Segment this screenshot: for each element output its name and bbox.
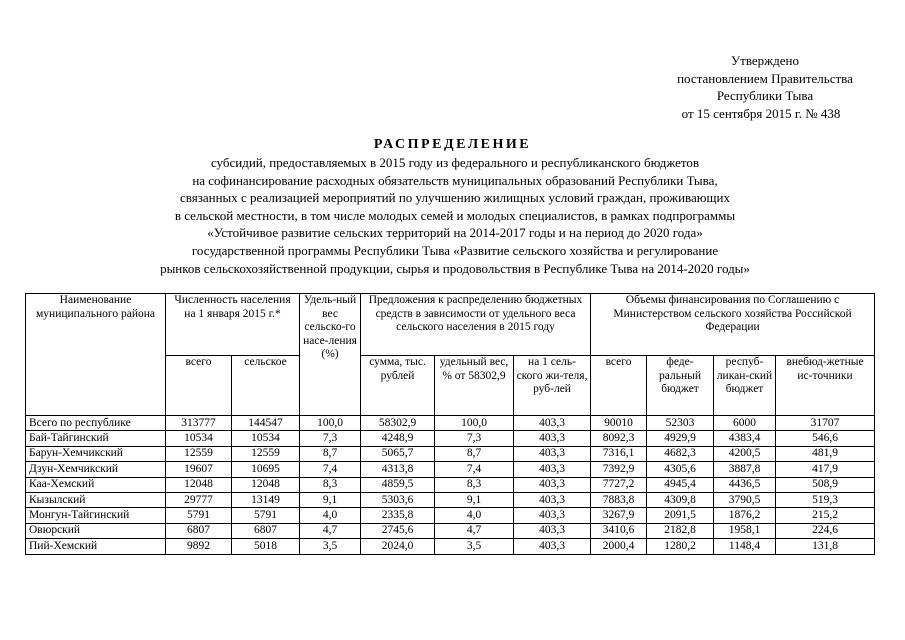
fund-federal-cell: 4929,9 <box>647 431 714 446</box>
prop-share-cell: 100,0 <box>435 416 514 431</box>
fund-republic-cell: 4200,5 <box>714 446 776 461</box>
pop-total-cell: 6807 <box>166 523 232 538</box>
approval-line: постановлением Правительства <box>677 70 853 86</box>
fund-extra-cell: 215,2 <box>776 508 875 523</box>
header-fund-republic: респуб-ликан-ский бюджет <box>714 356 776 416</box>
table-row <box>26 492 875 507</box>
header-population-group: Численность населения на 1 января 2015 г.* <box>166 294 300 356</box>
table-row <box>26 431 875 446</box>
fund-republic-cell: 4436,5 <box>714 477 776 492</box>
prop-sum-cell: 4313,8 <box>361 462 435 477</box>
rural-share-cell: 9,1 <box>300 492 361 507</box>
fund-total-cell: 90010 <box>591 416 647 431</box>
district-name-cell: Бай-Тайгинский <box>26 431 166 446</box>
pop-rural-cell: 12048 <box>232 477 300 492</box>
prop-per-resident-cell: 403,3 <box>514 431 591 446</box>
fund-republic-cell: 1958,1 <box>714 523 776 538</box>
subtitle-line: связанных с реализацией мероприятий по улучшению жилищных условий граждан, проживающих <box>180 190 730 206</box>
fund-extra-cell: 31707 <box>776 416 875 431</box>
rural-share-cell: 7,4 <box>300 462 361 477</box>
rural-share-cell: 4,7 <box>300 523 361 538</box>
prop-sum-cell: 4248,9 <box>361 431 435 446</box>
district-name-cell: Дзун-Хемчикский <box>26 462 166 477</box>
header-district: Наименование муниципального района <box>26 294 166 416</box>
approval-line: Республики Тыва <box>716 88 814 103</box>
fund-extra-cell: 519,3 <box>776 492 875 507</box>
subtitle-line: субсидий, предоставляемых в 2015 году из федерального и республиканского бюджетов <box>210 155 700 170</box>
prop-per-resident-cell: 403,3 <box>514 492 591 507</box>
approval-line: Утверждено <box>730 53 800 68</box>
subtitle-line: рынков сельскохозяйственной продукции, сырья и продовольствия в Республике Тыва на 2014-2020 годы» <box>160 260 750 276</box>
table-row <box>26 477 875 492</box>
pop-total-cell: 5791 <box>166 508 232 523</box>
fund-republic-cell: 4383,4 <box>714 431 776 446</box>
pop-rural-cell: 5018 <box>232 539 300 554</box>
table-row <box>26 416 875 431</box>
prop-sum-cell: 2335,8 <box>361 508 435 523</box>
fund-total-cell: 3410,6 <box>591 523 647 538</box>
header-prop-per-resident: на 1 сель-ского жи-теля, руб-лей <box>514 356 591 416</box>
prop-sum-cell: 4859,5 <box>361 477 435 492</box>
prop-sum-cell: 5303,6 <box>361 492 435 507</box>
document-title: РАСПРЕДЕЛЕНИЕ <box>373 137 532 152</box>
pop-rural-cell: 10695 <box>232 462 300 477</box>
subtitle-line: государственной программы Республики Тыва «Развитие сельского хозяйства и регулирование <box>191 242 719 258</box>
header-funding-group: Объемы финансирования по Соглашению с Министерством сельского хозяйства Российской Федерации <box>591 294 875 356</box>
district-name-cell: Кызылский <box>26 492 166 507</box>
rural-share-cell: 8,7 <box>300 446 361 461</box>
prop-share-cell: 7,3 <box>435 431 514 446</box>
fund-republic-cell: 1148,4 <box>714 539 776 554</box>
district-name-cell: Барун-Хемчикский <box>26 446 166 461</box>
fund-federal-cell: 4305,6 <box>647 462 714 477</box>
table-row <box>26 462 875 477</box>
document-subtitle <box>60 154 850 277</box>
prop-share-cell: 9,1 <box>435 492 514 507</box>
prop-share-cell: 8,7 <box>435 446 514 461</box>
pop-total-cell: 313777 <box>166 416 232 431</box>
prop-share-cell: 3,5 <box>435 539 514 554</box>
fund-republic-cell: 1876,2 <box>714 508 776 523</box>
prop-share-cell: 4,0 <box>435 508 514 523</box>
pop-total-cell: 12048 <box>166 477 232 492</box>
pop-total-cell: 9892 <box>166 539 232 554</box>
header-rural-share: Удель-ный вес сельско-го насе-ления (%) <box>300 294 361 416</box>
prop-share-cell: 8,3 <box>435 477 514 492</box>
prop-per-resident-cell: 403,3 <box>514 462 591 477</box>
prop-sum-cell: 2745,6 <box>361 523 435 538</box>
fund-total-cell: 7316,1 <box>591 446 647 461</box>
fund-federal-cell: 4945,4 <box>647 477 714 492</box>
fund-extra-cell: 546,6 <box>776 431 875 446</box>
pop-rural-cell: 12559 <box>232 446 300 461</box>
header-prop-sum: сумма, тыс. рублей <box>361 356 435 416</box>
prop-sum-cell: 58302,9 <box>361 416 435 431</box>
district-name-cell: Монгун-Тайгинский <box>26 508 166 523</box>
fund-federal-cell: 4309,8 <box>647 492 714 507</box>
fund-republic-cell: 3790,5 <box>714 492 776 507</box>
header-prop-share: удельный вес, % от 58302,9 <box>435 356 514 416</box>
fund-federal-cell: 4682,3 <box>647 446 714 461</box>
pop-rural-cell: 6807 <box>232 523 300 538</box>
fund-extra-cell: 417,9 <box>776 462 875 477</box>
table-row <box>26 523 875 538</box>
fund-federal-cell: 52303 <box>647 416 714 431</box>
header-pop-total: всего <box>166 356 232 416</box>
approval-block <box>650 52 880 122</box>
fund-republic-cell: 6000 <box>714 416 776 431</box>
rural-share-cell: 8,3 <box>300 477 361 492</box>
rural-share-cell: 7,3 <box>300 431 361 446</box>
district-name-cell: Овюрский <box>26 523 166 538</box>
fund-extra-cell: 131,8 <box>776 539 875 554</box>
prop-sum-cell: 2024,0 <box>361 539 435 554</box>
pop-total-cell: 10534 <box>166 431 232 446</box>
rural-share-cell: 100,0 <box>300 416 361 431</box>
approval-date: от 15 сентября 2015 г. № 438 <box>681 105 841 121</box>
rural-share-cell: 3,5 <box>300 539 361 554</box>
prop-share-cell: 4,7 <box>435 523 514 538</box>
prop-per-resident-cell: 403,3 <box>514 446 591 461</box>
pop-total-cell: 29777 <box>166 492 232 507</box>
table-row <box>26 446 875 461</box>
district-name-cell: Каа-Хемский <box>26 477 166 492</box>
pop-total-cell: 12559 <box>166 446 232 461</box>
fund-total-cell: 7392,9 <box>591 462 647 477</box>
prop-sum-cell: 5065,7 <box>361 446 435 461</box>
table-row <box>26 508 875 523</box>
table-row <box>26 539 875 554</box>
district-name-cell: Пий-Хемский <box>26 539 166 554</box>
prop-share-cell: 7,4 <box>435 462 514 477</box>
pop-rural-cell: 144547 <box>232 416 300 431</box>
district-name-cell: Всего по республике <box>26 416 166 431</box>
subtitle-line: «Устойчивое развитие сельских территорий на 2014-2017 годы и на период до 2020 года» <box>207 225 703 241</box>
header-proposal-group: Предложения к распределению бюджетных средств в зависимости от удельного веса сельского населения в 2015 году <box>361 294 591 356</box>
header-pop-rural: сельское <box>232 356 300 416</box>
pop-total-cell: 19607 <box>166 462 232 477</box>
pop-rural-cell: 13149 <box>232 492 300 507</box>
prop-per-resident-cell: 403,3 <box>514 508 591 523</box>
fund-total-cell: 2000,4 <box>591 539 647 554</box>
fund-total-cell: 7883,8 <box>591 492 647 507</box>
fund-extra-cell: 481,9 <box>776 446 875 461</box>
subtitle-line: на софинансирование расходных обязательств муниципальных образований Республики Тыва, <box>192 172 718 188</box>
fund-republic-cell: 3887,8 <box>714 462 776 477</box>
pop-rural-cell: 10534 <box>232 431 300 446</box>
prop-per-resident-cell: 403,3 <box>514 523 591 538</box>
pop-rural-cell: 5791 <box>232 508 300 523</box>
header-fund-federal: феде-ральный бюджет <box>647 356 714 416</box>
fund-total-cell: 3267,9 <box>591 508 647 523</box>
fund-extra-cell: 224,6 <box>776 523 875 538</box>
header-fund-total: всего <box>591 356 647 416</box>
fund-federal-cell: 2182,8 <box>647 523 714 538</box>
fund-federal-cell: 1280,2 <box>647 539 714 554</box>
fund-total-cell: 7727,2 <box>591 477 647 492</box>
subtitle-line: в сельской местности, в том числе молодых семей и молодых специалистов, в рамках подпрограммы <box>174 207 736 223</box>
prop-per-resident-cell: 403,3 <box>514 416 591 431</box>
distribution-table <box>25 293 875 555</box>
prop-per-resident-cell: 403,3 <box>514 539 591 554</box>
fund-federal-cell: 2091,5 <box>647 508 714 523</box>
rural-share-cell: 4,0 <box>300 508 361 523</box>
fund-total-cell: 8092,3 <box>591 431 647 446</box>
prop-per-resident-cell: 403,3 <box>514 477 591 492</box>
fund-extra-cell: 508,9 <box>776 477 875 492</box>
header-fund-extra: внебюд-жетные ис-точники <box>776 356 875 416</box>
